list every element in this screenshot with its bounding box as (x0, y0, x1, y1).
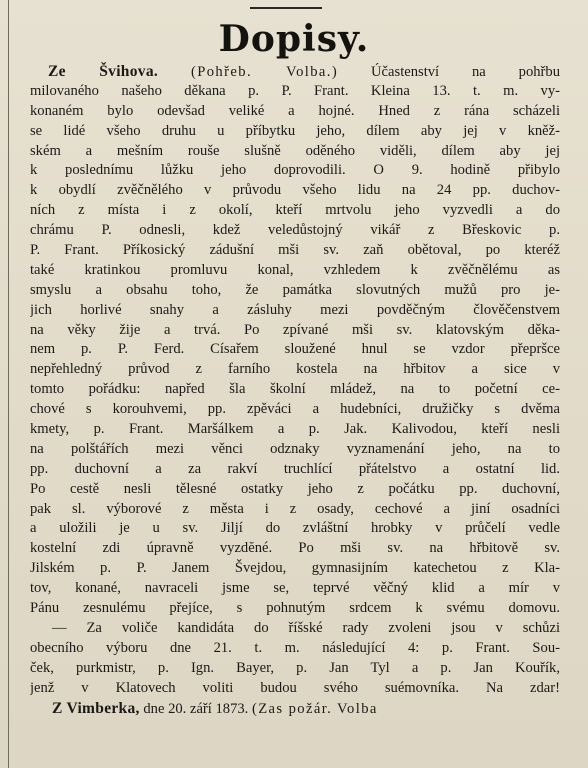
article-topic: (Pohřeb. Volba.) (190, 64, 339, 80)
article-line: ském a mešním rouše slušně oděného viděli, dílem aby jej (30, 142, 560, 159)
column-rule (8, 0, 9, 768)
article-line: jich horlivé snahy a zásluhy mezi povděčným člověčenstvem (30, 301, 560, 318)
article-line: smyslu a obsahu toho, že památka slovutných mužů pro je- (30, 281, 560, 298)
article-line: pp. duchovní a za rakví truchlící přátelstvo a ostatní lid. (30, 460, 560, 477)
article-line: nepřehledný průvod z farního kostela na hřbitov a sice v (30, 361, 560, 378)
article-line: k poslednímu lůžku jeho doprovodili. O 9. hodině přibylo (30, 162, 560, 179)
article-line: milovaného našeho děkana p. P. Frant. Kleina 13. t. m. vy- (30, 82, 560, 99)
article-first-line (30, 62, 560, 82)
article-line: obecního výboru dne 21. t. m. následující 4: p. Frant. Sou- (30, 639, 560, 656)
article-line: na věky žije a trvá. Po zpívané mši sv. klatovským děka- (30, 321, 560, 338)
article-line: Účastenství na pohřbu (371, 64, 560, 80)
article-line: — Za voliče kandidáta do říšské rady zvoleni jsou v schůzi (52, 619, 560, 636)
article-line: také kratinkou promluvu konal, vzhledem k zvěčnělému as (30, 261, 560, 278)
article-line: tomto pořádku: napřed šla školní mládež, na to početní ce- (30, 381, 560, 398)
article-line: ček, purkmistr, p. Ign. Bayer, p. Jan Tyl a p. Jan Kouřík, (30, 659, 560, 676)
article-line: na polštářích mezi věnci odznaky vyznamenání jeho, na to (30, 440, 560, 457)
next-article-place-heading: Z Vimberka, (52, 699, 140, 717)
article-line: k obydlí zvěčnělého v průvodu všeho lidu na 24 pp. duchov- (30, 182, 560, 199)
article-line: tov, konané, navraceli jsme se, teprvé věčný klid a mír v (30, 580, 560, 597)
article-line: se lidé všeho druhu u příbytku jeho, dílem aby jej v kněž- (30, 122, 560, 139)
article-line: nem p. P. Ferd. Císařem sloužené hnul se vzdor přepršce (30, 341, 560, 358)
section-title: Dopisy. (218, 18, 370, 60)
next-article-topic: (Zas požár. Volba (251, 700, 378, 717)
article-line: Po cestě nesli tělesné ostatky jeho z počátku pp. duchovní, (30, 480, 560, 497)
article-line: Pánu zesnulému přejíce, s pohnutým srdcem k svému domovu. (30, 600, 560, 617)
article-body (30, 62, 560, 718)
article-line: P. Frant. Příkosický zádušní mši sv. zaň obětoval, po kteréž (30, 242, 560, 259)
article-line: a uložili je u sv. Jiljí do zvláštní hrobky v průčelí vedle (30, 520, 560, 537)
article-line: kostelní zdi úpravně vyzdĕné. Po mši sv. na hřbitově sv. (30, 540, 560, 557)
article-line: jenž v Klatovech voliti budou svého suémovníka. Na zdar! (30, 679, 560, 696)
article-line: ních z místa i z okolí, kteří mrtvolu jeho vyzvedli a do (30, 202, 560, 219)
article-line: pak sl. výborové z města i z osady, cechové a jiní osadníci (30, 500, 560, 517)
article-line: konaném bylo odevšad veliké a hojné. Hned z rána scházeli (30, 102, 560, 119)
section-separator-rule (250, 7, 322, 9)
article-place-heading: Ze Švihova. (48, 63, 159, 80)
next-article-date: dne 20. září 1873. (143, 700, 249, 717)
article-line: chrámu P. odnesli, kdež veledůstojný vikář z Břeskovic p. (30, 222, 560, 239)
article-line: Jilském p. P. Janem Švejdou, gymnasijním katechetou z Kla- (30, 560, 560, 577)
article-line: kmety, p. Frant. Maršálkem a p. Jak. Kalivodou, kteří nesli (30, 421, 560, 438)
article-line: chové s korouhvemi, pp. zpěváci a hudebníci, družičky s dvěma (30, 401, 560, 418)
next-article-first-line (30, 699, 560, 719)
